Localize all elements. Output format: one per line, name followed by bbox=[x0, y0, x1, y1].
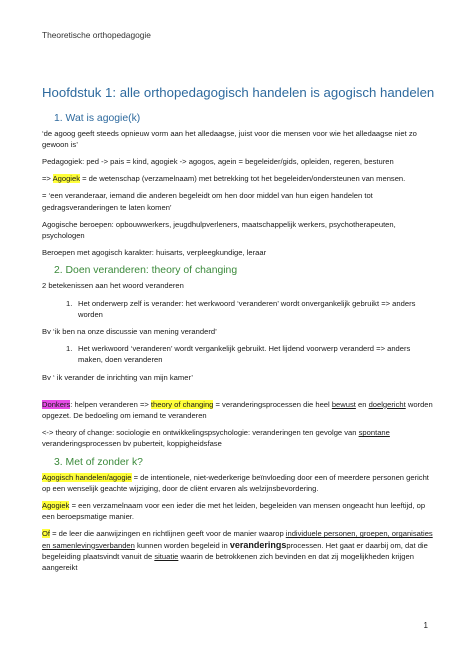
pedagogiek-definition: Pedagogiek: ped -> pais = kind, agogiek -> agogos, agein = begeleider/gids, opleiden, regeren, besturen bbox=[42, 156, 394, 166]
highlight-agogiek: Agogiek bbox=[52, 174, 81, 184]
highlight-of: Of bbox=[42, 529, 51, 539]
highlight-donkers: Donkers bbox=[42, 399, 71, 409]
section-3-heading: 3. Met of zonder k? bbox=[54, 456, 143, 468]
highlight-agogisch-handelen: Agogisch handelen/agogie bbox=[42, 472, 132, 482]
document-body bbox=[42, 84, 436, 579]
agogiek-definition: => Agogiek = de wetenschap (verzamelnaam) met betrekking tot het begeleiden/ondersteunen van mensen. bbox=[42, 174, 406, 184]
agogisch-karakter: Beroepen met agogisch karakter: huisarts, verpleegkundige, leraar bbox=[42, 248, 267, 258]
betekenissen-line: 2 betekenissen aan het woord veranderen bbox=[42, 281, 184, 291]
theory-of-change-paragraph: <-> theory of change: sociologie en ontwikkelingspsychologie: veranderingen ten gevolge van spontane veranderingsprocessen bv puberteit, koppigheidsfase bbox=[42, 428, 390, 449]
section-2-heading: 2. Doen veranderen: theory of changing bbox=[54, 265, 238, 277]
of-definition: Of = de leer die aanwijzingen en richtlijnen geeft voor de manier waarop individuele personen, groepen, organisaties en samenlevingsverbanden kunnen worden begeleid in veranderingsprocessen. Het gaat er daarbij om, dat die begeleiding plaatsvindt vanuit de situatie waarin de betrokkenen zich bevinden en dat zij mogelijkheden krijgen aangereikt bbox=[42, 529, 433, 572]
donkers-paragraph: Donkers: helpen veranderen => theory of changing = veranderingsprocessen die heel bewust en doelgericht worden opgezet. De bedoeling om iemand te veranderen bbox=[42, 399, 433, 420]
page-number: 1 bbox=[423, 621, 428, 630]
quote-agoog: ‘de agoog geeft steeds opnieuw vorm aan het alledaagse, juist voor die mensen voor wie het alledaagse niet zo gewoon is’ bbox=[42, 128, 417, 149]
agogiek-verzamelnaam: Agogiek = een verzamelnaam voor een ieder die met het leiden, begeleiden van mensen ongeacht hun leeftijd, op een beroepsmatige manier. bbox=[42, 500, 426, 522]
list-item: 1. Het onderwerp zelf is verander: het werkwoord ‘veranderen’ wordt onvergankelijk gebruikt => anders worden bbox=[66, 298, 416, 319]
highlight-agogiek-2: Agogiek bbox=[42, 500, 70, 510]
page-header: Theoretische orthopedagogie bbox=[42, 30, 151, 40]
agogisch-handelen-definition: Agogisch handelen/agogie = de intentionele, niet-wederkerige beïnvloeding door een of meerdere personen gericht op een wenselijk geachte wijziging, door de cliënt ervaren als welzijnsbevordering. bbox=[42, 472, 429, 493]
highlight-theory-of-changing: theory of changing bbox=[150, 399, 214, 409]
agogische-beroepen: Agogische beroepen: opbouwwerkers, jeugdhulpverleners, maatschappelijk werkers, psychotherapeuten, psychologen bbox=[42, 219, 396, 240]
quote-veranderaar: = ‘een veranderaar, iemand die anderen begeleidt om hen door middel van hun eigen handelen tot gedragsveranderingen te laten komen’ bbox=[42, 191, 373, 212]
example-line: Bv ‘ik ben na onze discussie van mening veranderd’ bbox=[42, 326, 217, 336]
example-line: Bv ‘ ik verander de inrichting van mijn kamer’ bbox=[42, 372, 193, 382]
section-1-heading: 1. Wat is agogie(k) bbox=[54, 112, 141, 124]
list-item: 1. Het werkwoord ‘veranderen’ wordt vergankelijk gebruikt. Het lijdend voorwerp veranderd => anders maken, doen veranderen bbox=[66, 344, 411, 365]
chapter-title: Hoofdstuk 1: alle orthopedagogisch handelen is agogisch handelen bbox=[42, 85, 435, 100]
